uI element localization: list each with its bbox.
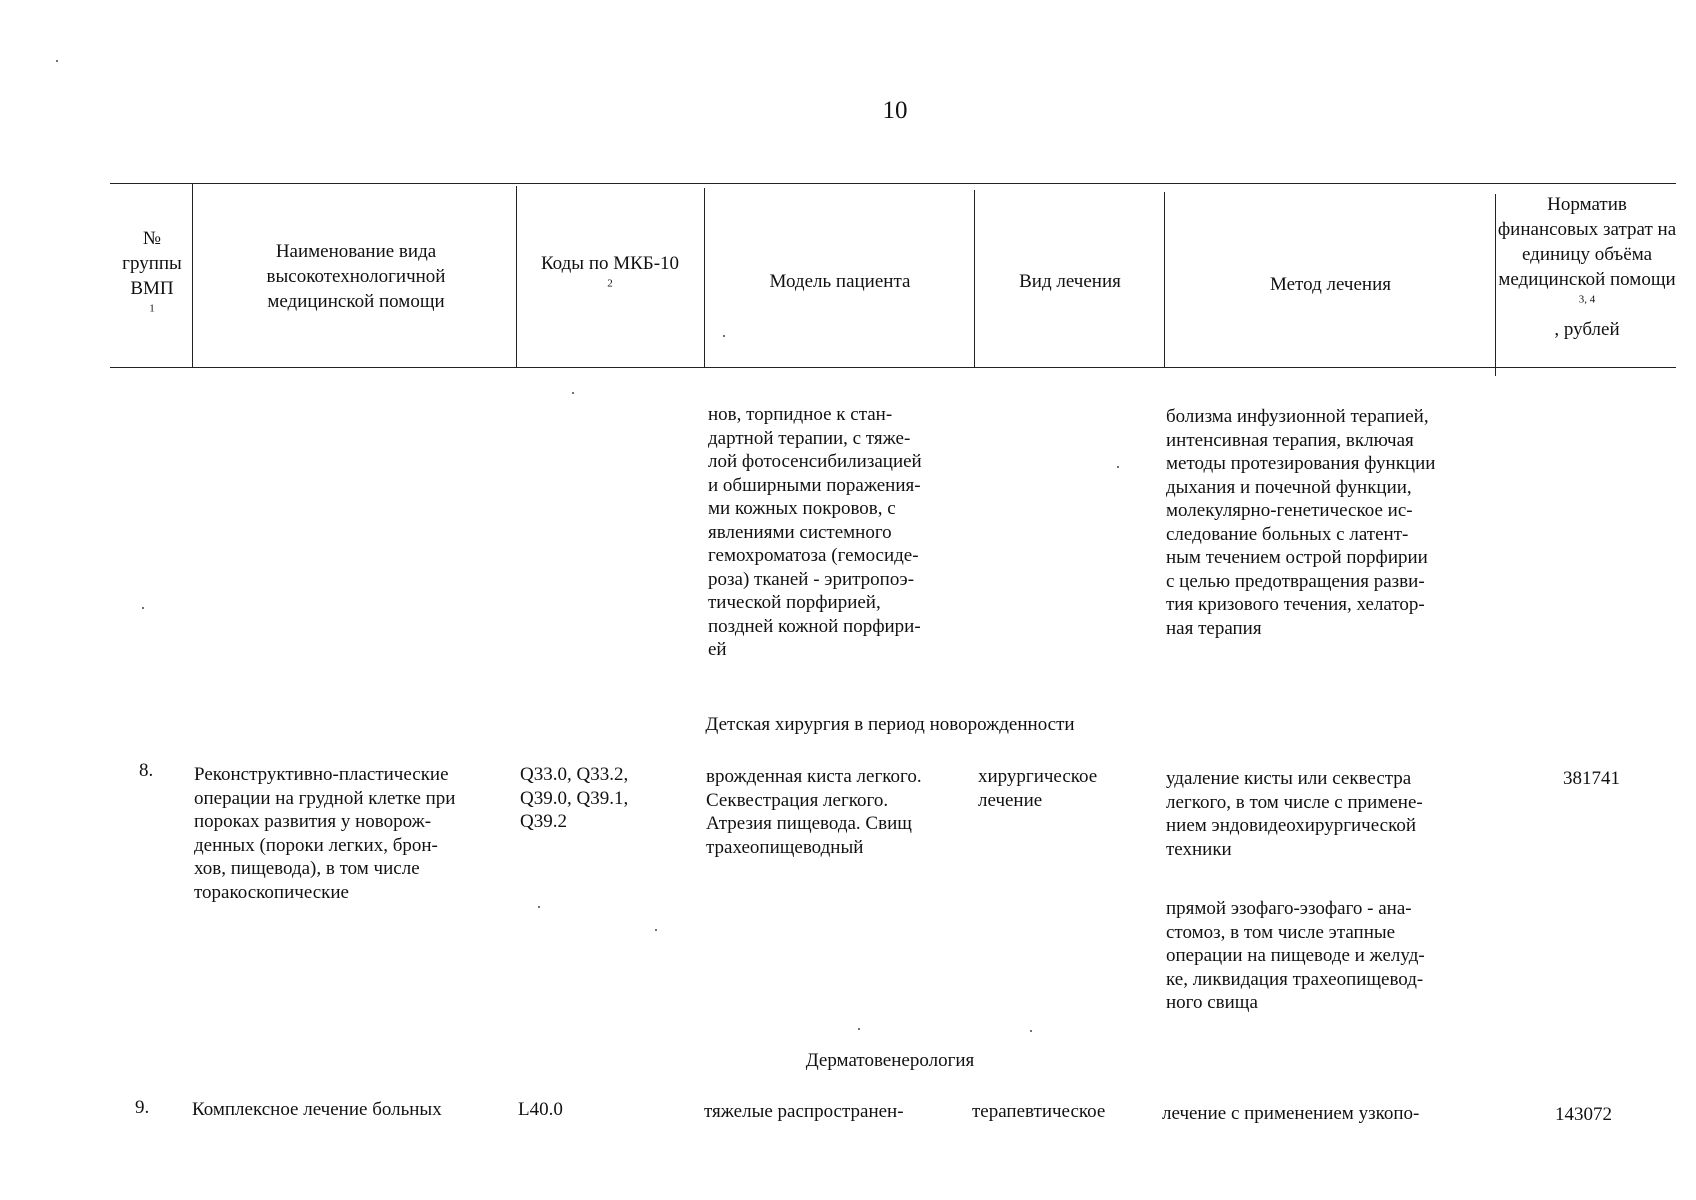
header-divider-2 bbox=[516, 186, 517, 368]
header-divider-5 bbox=[1164, 192, 1165, 368]
row-8-method-2: прямой эзофаго-эзофаго - ана- стомоз, в том числе этапные операции на пищеводе и желуд- ке, ликвидация трахеопищевод- ного свища bbox=[1166, 898, 1425, 1013]
scan-speck bbox=[858, 1028, 860, 1030]
row-9-number: 9. bbox=[135, 1097, 150, 1118]
continuation-method-text: болизма инфузионной терапией, интенсивная терапия, включая методы протезирования функции дыхания и почечной функции, молекулярно-генетическое ис- следование больных с латент- ным течением острой порфирии с целью предотвращения разви- тия кризового течения, хелатор- ная терапия bbox=[1166, 406, 1436, 639]
header-col-norm-suffix: , рублей bbox=[1554, 319, 1620, 340]
scan-speck bbox=[142, 607, 144, 609]
row-9-method-1: лечение с применением узкопо- bbox=[1162, 1103, 1420, 1124]
row-9-name: Комплексное лечение больных bbox=[192, 1099, 442, 1120]
row-8-number: 8. bbox=[139, 760, 154, 781]
scan-speck bbox=[655, 929, 657, 931]
row-8-norm: 381741 bbox=[1563, 768, 1620, 789]
row-8-codes: Q33.0, Q33.2, Q39.0, Q39.1, Q39.2 bbox=[520, 764, 629, 832]
row-8-type: хирургическое лечение bbox=[978, 766, 1098, 811]
header-divider-1 bbox=[192, 184, 193, 368]
header-col-group-text: № группы ВМП bbox=[122, 228, 182, 299]
header-col-group-sup: 1 bbox=[149, 302, 155, 315]
scan-speck bbox=[56, 60, 58, 62]
row-9-norm: 143072 bbox=[1555, 1104, 1612, 1125]
header-divider-6 bbox=[1495, 194, 1496, 376]
row-9-codes: L40.0 bbox=[518, 1099, 563, 1120]
scan-speck bbox=[1030, 1030, 1032, 1032]
row-9-type: терапевтическое bbox=[972, 1101, 1106, 1122]
header-top-border bbox=[110, 183, 1676, 184]
header-col-group bbox=[112, 186, 192, 366]
header-col-norm-sup: 3, 4 bbox=[1578, 293, 1596, 306]
header-divider-3 bbox=[704, 188, 705, 368]
row-8-name: Реконструктивно-пластические операции на грудной клетке при пороках развития у новорож- денных (пороки легких, брон- хов, пищевода), в том числе торакоскопические bbox=[194, 764, 456, 903]
scan-speck bbox=[723, 335, 725, 337]
header-col-model bbox=[706, 186, 974, 376]
page-number: 10 bbox=[882, 97, 908, 124]
header-col-type bbox=[976, 186, 1164, 376]
header-col-norm bbox=[1497, 192, 1677, 382]
scan-speck bbox=[538, 906, 540, 908]
continuation-model-text: нов, торпидное к стан- дартной терапии, с тяже- лой фотосенсибилизацией и обширными поражения- ми кожных покровов, с явлениями системного гемохроматоза (гемосиде- роза) тканей - эритропоэ- тической порфирией, поздней кожной порфири- ей bbox=[708, 404, 922, 660]
header-col-method bbox=[1166, 186, 1495, 382]
section-title-dermatovenereology: Дерматовенерология bbox=[805, 1050, 975, 1071]
header-col-model-text: Модель пациента bbox=[769, 270, 911, 292]
header-col-method-text: Метод лечения bbox=[1269, 273, 1391, 295]
header-col-codes-sup: 2 bbox=[607, 277, 613, 290]
header-col-norm-text: Норматив финансовых затрат на единицу объёма медицинской помощи bbox=[1497, 194, 1677, 290]
scan-speck bbox=[572, 392, 574, 394]
header-col-name-text: Наименование вида высокотехнологичной медицинской помощи bbox=[266, 240, 446, 312]
header-col-codes bbox=[540, 186, 680, 366]
row-8-model: врожденная киста легкого. Секвестрация легкого. Атрезия пищевода. Свищ трахеопищеводный bbox=[706, 766, 922, 858]
header-col-type-text: Вид лечения bbox=[1019, 270, 1121, 292]
row-8-method-1: удаление кисты или секвестра легкого, в том числе с примене- нием эндовидеохирургической техники bbox=[1166, 768, 1423, 860]
row-9-model: тяжелые распространен- bbox=[704, 1101, 904, 1122]
header-divider-4 bbox=[974, 190, 975, 368]
header-col-codes-text: Коды по МКБ-10 bbox=[540, 253, 680, 274]
scan-speck bbox=[1117, 466, 1119, 468]
section-title-pediatric-surgery: Детская хирургия в период новорожденности bbox=[705, 714, 1075, 735]
header-col-name bbox=[226, 186, 486, 366]
